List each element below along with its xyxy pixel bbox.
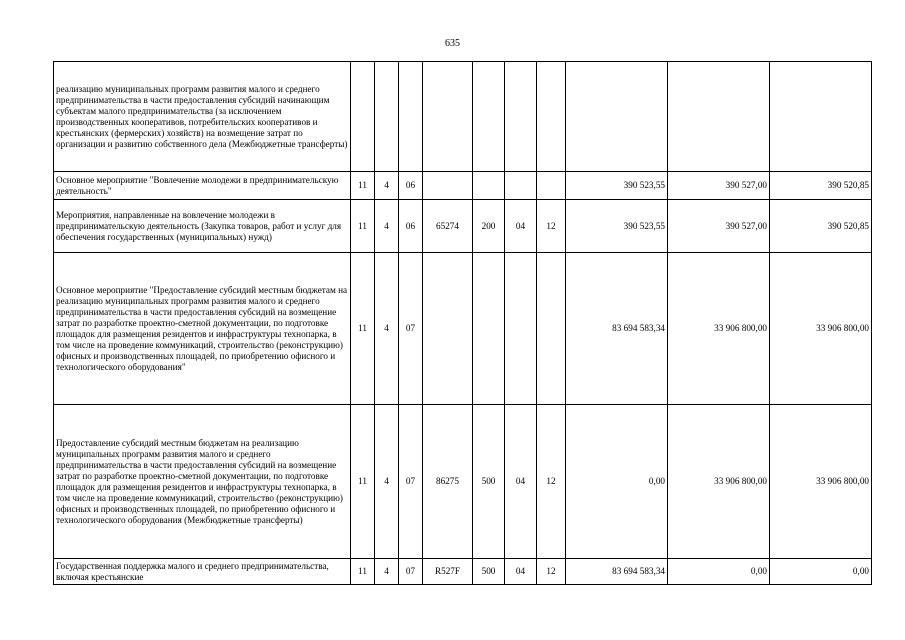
row-expense-type: 500: [473, 405, 505, 559]
row-om: 07: [399, 405, 423, 559]
row-om: [399, 62, 423, 172]
row-amount-2: 33 906 800,00: [668, 253, 770, 405]
row-amount-3: 0,00: [770, 559, 872, 585]
row-amount-1: 390 523,55: [566, 172, 668, 200]
row-name: реализацию муниципальных программ развития малого и среднего предпринимательства в части предоставления субсидий начинающим субъектам малого предпринимательства (за исключением производственных кооперативов, потребительских кооперативов и крестьянских (фермерских) хозяйств) на возмещение затрат по организации и развитию собственного дела (Межбюджетные трансферты): [54, 62, 351, 172]
row-amount-2: 390 527,00: [668, 172, 770, 200]
row-section: [505, 253, 537, 405]
row-subsection: [537, 172, 566, 200]
budget-table: [53, 61, 872, 585]
row-name: Государственная поддержка малого и среднего предпринимательства, включая крестьянские: [54, 559, 351, 585]
row-subsection: 12: [537, 559, 566, 585]
row-expense-type: [473, 62, 505, 172]
row-amount-2: [668, 62, 770, 172]
row-direction-code: 86275: [423, 405, 473, 559]
row-pp: 4: [375, 559, 399, 585]
row-section: [505, 62, 537, 172]
row-direction-code: [423, 172, 473, 200]
row-amount-1: 390 523,55: [566, 200, 668, 253]
row-name: Основное мероприятие "Предоставление субсидий местным бюджетам на реализацию муниципальных программ развития малого и среднего предпринимательства в части предоставления субсидий на возмещение затрат по разработке проектно-сметной документации, по подготовке площадок для размещения резидентов и инфраструктуры технопарка, в том числе на проведение коммуникаций, строительство (реконструкцию) офисных и производственных площадей, по приобретению офисного и технологического оборудования": [54, 253, 351, 405]
table-row: [54, 559, 872, 585]
row-pp: 4: [375, 172, 399, 200]
row-amount-1: 83 694 583,34: [566, 559, 668, 585]
table-row: [54, 172, 872, 200]
page-number: 635: [445, 38, 460, 49]
row-pp: 4: [375, 200, 399, 253]
row-pp: 4: [375, 405, 399, 559]
row-section: [505, 172, 537, 200]
row-gp: 11: [351, 200, 375, 253]
row-name: Предоставление субсидий местным бюджетам на реализацию муниципальных программ развития малого и среднего предпринимательства в части предоставления субсидий на возмещение затрат по разработке проектно-сметной документации, по подготовке площадок для размещения резидентов и инфраструктуры технопарка, в том числе на проведение коммуникаций, строительство (реконструкцию) офисных и производственных площадей, по приобретению офисного и технологического оборудования (Межбюджетные трансферты): [54, 405, 351, 559]
table-row: [54, 200, 872, 253]
row-expense-type: [473, 172, 505, 200]
row-expense-type: 500: [473, 559, 505, 585]
row-gp: 11: [351, 172, 375, 200]
row-amount-3: 33 906 800,00: [770, 405, 872, 559]
row-direction-code: [423, 253, 473, 405]
row-subsection: [537, 253, 566, 405]
row-om: 06: [399, 172, 423, 200]
row-direction-code: R527F: [423, 559, 473, 585]
table-row: [54, 253, 872, 405]
row-om: 06: [399, 200, 423, 253]
row-subsection: [537, 62, 566, 172]
row-pp: [375, 62, 399, 172]
row-gp: 11: [351, 559, 375, 585]
row-amount-2: 0,00: [668, 559, 770, 585]
row-gp: [351, 62, 375, 172]
row-direction-code: [423, 62, 473, 172]
table-row: [54, 405, 872, 559]
row-expense-type: [473, 253, 505, 405]
table-row: [54, 62, 872, 172]
row-gp: 11: [351, 253, 375, 405]
row-gp: 11: [351, 405, 375, 559]
row-om: 07: [399, 559, 423, 585]
row-amount-1: [566, 62, 668, 172]
row-name: Основное мероприятие "Вовлечение молодежи в предпринимательскую деятельность": [54, 172, 351, 200]
row-name: Мероприятия, направленные на вовлечение молодежи в предпринимательскую деятельность (Закупка товаров, работ и услуг для обеспечения государственных (муниципальных) нужд): [54, 200, 351, 253]
row-amount-3: [770, 62, 872, 172]
row-amount-3: 33 906 800,00: [770, 253, 872, 405]
row-section: 04: [505, 200, 537, 253]
row-direction-code: 65274: [423, 200, 473, 253]
row-om: 07: [399, 253, 423, 405]
row-amount-3: 390 520,85: [770, 200, 872, 253]
row-amount-1: 0,00: [566, 405, 668, 559]
row-section: 04: [505, 405, 537, 559]
row-pp: 4: [375, 253, 399, 405]
row-amount-2: 390 527,00: [668, 200, 770, 253]
row-subsection: 12: [537, 405, 566, 559]
row-section: 04: [505, 559, 537, 585]
row-amount-3: 390 520,85: [770, 172, 872, 200]
row-expense-type: 200: [473, 200, 505, 253]
row-amount-1: 83 694 583,34: [566, 253, 668, 405]
row-amount-2: 33 906 800,00: [668, 405, 770, 559]
row-subsection: 12: [537, 200, 566, 253]
